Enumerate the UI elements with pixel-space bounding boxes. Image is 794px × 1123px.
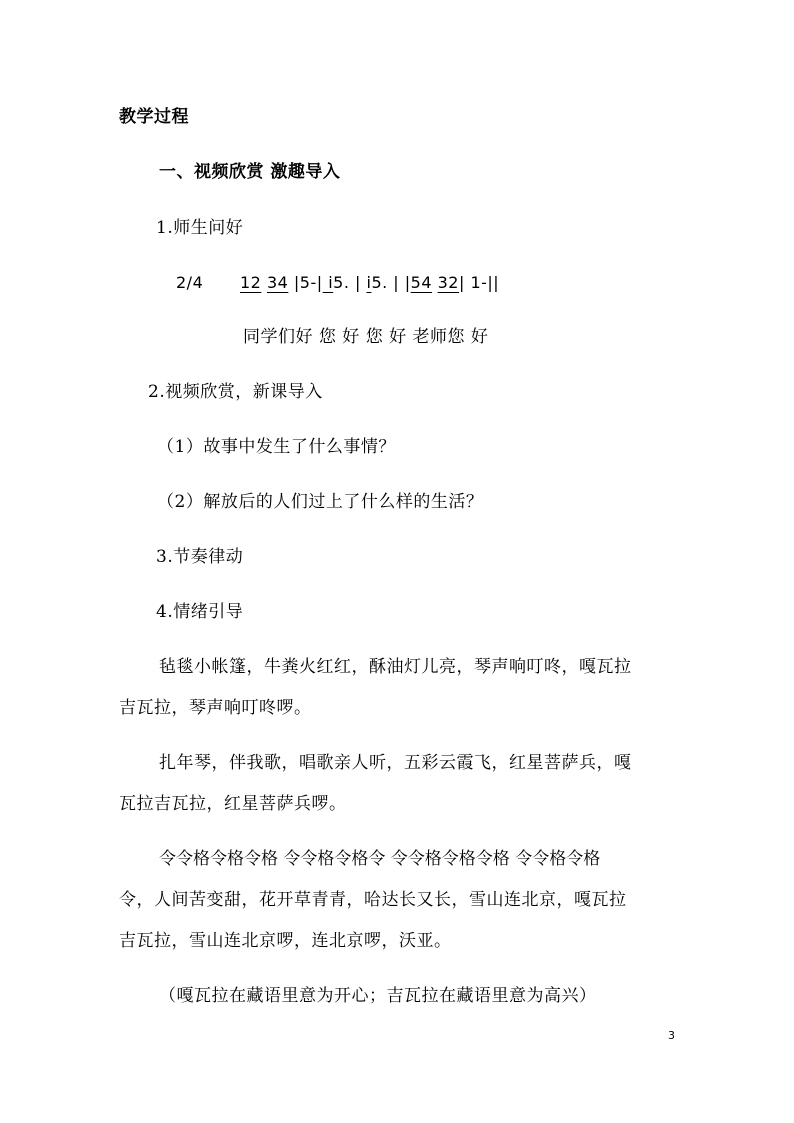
score-segment: 5. | xyxy=(333,273,367,292)
footnote-tibetan: （嘎瓦拉在藏语里意为开心；吉瓦拉在藏语里意为高兴） xyxy=(159,986,597,1006)
step-greeting: 1.师生问好 xyxy=(156,218,244,238)
paragraph-3-line: 吉瓦拉，雪山连北京啰，连北京啰，沃亚。 xyxy=(119,931,452,951)
paragraph-2-line: 瓦拉吉瓦拉，红星菩萨兵啰。 xyxy=(119,794,347,814)
score-segment: | 1-|| xyxy=(458,273,500,292)
step-rhythm: 3.节奏律动 xyxy=(156,547,244,567)
music-score xyxy=(240,272,499,294)
score-segment: 34 xyxy=(266,273,289,292)
score-segment: 5. | | xyxy=(371,273,411,292)
step-video-lesson: 2.视频欣赏，新课导入 xyxy=(148,382,323,402)
score-segment: 54 xyxy=(410,273,433,292)
score-lyrics: 同学们好 您 好 您 好 老师您 好 xyxy=(243,327,489,347)
paragraph-3-line: 令，人间苦变甜，花开草青青，哈达长又长，雪山连北京，嘎瓦拉 xyxy=(119,890,627,910)
page-number: 3 xyxy=(668,1029,675,1042)
score-segment: 12 xyxy=(240,273,262,292)
paragraph-1-line: 吉瓦拉，琴声响叮咚啰。 xyxy=(119,698,312,718)
paragraph-2-line: 扎年琴，伴我歌，唱歌亲人听，五彩云霞飞，红星菩萨兵，嘎 xyxy=(159,753,632,773)
paragraph-3-line: 令令格令格令格 令令格令格令 令令格令格令格 令令格令格 xyxy=(159,849,601,869)
score-segment: 32 xyxy=(437,273,459,292)
paragraph-1-line: 毡毯小帐篷，牛粪火红红，酥油灯儿亮，琴声响叮咚，嘎瓦拉 xyxy=(159,657,632,677)
question-2: （2）解放后的人们过上了什么样的生活？ xyxy=(157,492,484,512)
step-emotion: 4.情绪引导 xyxy=(156,602,244,622)
lesson-process-heading: 教学过程 xyxy=(119,107,189,127)
score-segment: i xyxy=(322,273,334,292)
section-heading-video-intro: 一、视频欣赏 激趣导入 xyxy=(159,162,341,182)
question-1: （1）故事中发生了什么事情？ xyxy=(157,437,396,457)
score-segment: i xyxy=(366,273,372,292)
time-signature: 2/4 xyxy=(176,273,204,292)
score-segment: |5-| xyxy=(288,273,323,292)
